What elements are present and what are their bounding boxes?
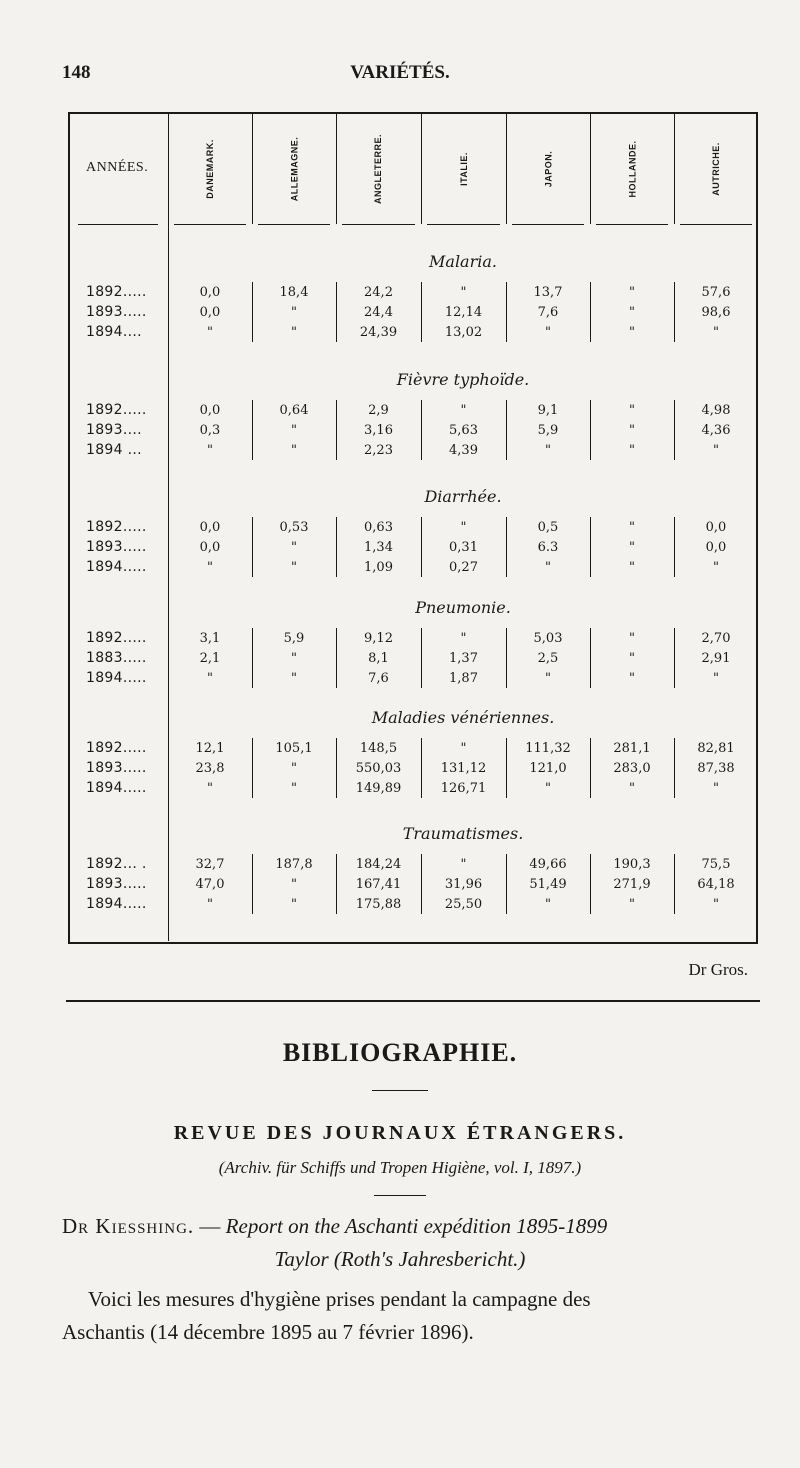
table-row xyxy=(70,896,760,916)
value-cell: 0,0 xyxy=(199,520,221,535)
value-cell: 5,9 xyxy=(537,423,559,438)
value-cell: 1,34 xyxy=(364,540,393,555)
country-name: ANGLETERRE. xyxy=(373,133,384,205)
value-cell: 5,9 xyxy=(283,631,305,646)
value-cell: 57,6 xyxy=(701,285,731,300)
value-cell: 51,49 xyxy=(529,877,567,892)
value-cell: 13,02 xyxy=(444,325,483,340)
value-cell: " xyxy=(629,325,635,340)
value-cell: " xyxy=(545,671,551,686)
value-cell: " xyxy=(629,305,635,320)
table-row xyxy=(70,740,760,760)
value-cell: 18,4 xyxy=(279,285,309,300)
country-column-header xyxy=(674,114,758,224)
value-cell: 175,88 xyxy=(355,897,402,912)
header-rule xyxy=(596,224,668,225)
value-cell: 0,3 xyxy=(199,423,221,438)
value-cell: " xyxy=(460,403,467,418)
year-cell: 1892..... xyxy=(86,740,147,756)
country-name: ITALIE. xyxy=(458,152,469,186)
table-row xyxy=(70,559,760,579)
value-cell: 1,09 xyxy=(364,560,393,575)
country-column-header xyxy=(506,114,590,224)
value-cell: 111,32 xyxy=(525,741,571,756)
value-cell: 64,18 xyxy=(697,877,735,892)
short-rule xyxy=(372,1090,428,1091)
value-cell: " xyxy=(629,781,635,796)
value-cell: 5,03 xyxy=(533,631,563,646)
country-column-header xyxy=(168,114,252,224)
value-cell: " xyxy=(629,671,635,686)
value-cell: 82,81 xyxy=(697,741,735,756)
value-cell: 8,1 xyxy=(368,651,389,666)
section-title: Pneumonie. xyxy=(415,598,511,617)
value-cell: 12,1 xyxy=(195,741,225,756)
year-cell: 1892..... xyxy=(86,630,147,646)
value-cell: 2,23 xyxy=(364,443,393,458)
value-cell: " xyxy=(545,443,551,458)
value-cell: " xyxy=(713,560,719,575)
header-rule xyxy=(258,224,330,225)
value-cell: 4,39 xyxy=(449,443,478,458)
section-title: Traumatismes. xyxy=(402,824,524,843)
value-cell: 0,31 xyxy=(449,540,478,555)
year-cell: 1893..... xyxy=(86,876,147,892)
value-cell: 24,39 xyxy=(359,325,398,340)
year-cell: 1894..... xyxy=(86,670,147,686)
section-divider xyxy=(66,1000,760,1002)
value-cell: 0,0 xyxy=(705,540,727,555)
value-cell: 283,0 xyxy=(613,761,651,776)
value-cell: " xyxy=(291,651,297,666)
value-cell: " xyxy=(207,325,213,340)
value-cell: " xyxy=(291,305,297,320)
value-cell: 3,16 xyxy=(364,423,393,438)
value-cell: " xyxy=(207,897,213,912)
value-cell: " xyxy=(545,897,551,912)
value-cell: 126,71 xyxy=(440,781,487,796)
value-cell: " xyxy=(713,781,719,796)
value-cell: 131,12 xyxy=(440,761,487,776)
reference-dash: — xyxy=(194,1214,226,1238)
value-cell: 4,36 xyxy=(701,423,731,438)
value-cell: " xyxy=(460,741,467,756)
signature: Dr Gros. xyxy=(688,960,748,979)
value-cell: 2,9 xyxy=(368,403,389,418)
value-cell: 24,4 xyxy=(364,305,393,320)
country-name: ALLEMAGNE. xyxy=(289,136,299,202)
country-name: JAPON. xyxy=(542,150,553,188)
value-cell: 190,3 xyxy=(613,857,651,872)
value-cell: 9,1 xyxy=(537,403,559,418)
value-cell: " xyxy=(629,285,635,300)
statistics-table xyxy=(68,112,758,944)
value-cell: 75,5 xyxy=(701,857,731,872)
table-row xyxy=(70,422,760,442)
value-cell: 1,37 xyxy=(449,651,478,666)
table-row xyxy=(70,760,760,780)
value-cell: 47,0 xyxy=(195,877,225,892)
value-cell: 148,5 xyxy=(359,741,398,756)
years-column-header: ANNÉES. xyxy=(86,160,149,175)
year-cell: 1892... . xyxy=(86,856,147,872)
value-cell: " xyxy=(291,897,297,912)
section-title: Fièvre typhoïde. xyxy=(396,370,530,389)
value-cell: 7,6 xyxy=(537,305,559,320)
reference-line xyxy=(62,1214,762,1239)
country-name: HOLLANDE. xyxy=(627,140,637,198)
value-cell: 12,14 xyxy=(444,305,483,320)
value-cell: 184,24 xyxy=(355,857,402,872)
header-rule xyxy=(342,224,415,225)
value-cell: " xyxy=(629,520,635,535)
value-cell: 5,63 xyxy=(449,423,478,438)
value-cell: " xyxy=(460,857,467,872)
value-cell: 4,98 xyxy=(701,403,731,418)
value-cell: " xyxy=(460,631,467,646)
value-cell: " xyxy=(291,761,297,776)
value-cell: " xyxy=(291,560,297,575)
table-row xyxy=(70,539,760,559)
value-cell: 25,50 xyxy=(444,897,483,912)
header-rule xyxy=(512,224,584,225)
revue-heading: REVUE DES JOURNAUX ÉTRANGERS. xyxy=(173,1122,627,1144)
value-cell: 0,5 xyxy=(537,520,559,535)
value-cell: 6.3 xyxy=(537,540,559,555)
value-cell: " xyxy=(460,285,467,300)
value-cell: 0,27 xyxy=(449,560,478,575)
value-cell: 87,38 xyxy=(697,761,735,776)
table-row xyxy=(70,519,760,539)
value-cell: 281,1 xyxy=(613,741,651,756)
year-cell: 1894 ... xyxy=(86,442,142,458)
value-cell: 0,53 xyxy=(279,520,309,535)
section-title: Malaria. xyxy=(429,252,497,271)
year-cell: 1893..... xyxy=(86,539,147,555)
value-cell: " xyxy=(629,560,635,575)
value-cell: 187,8 xyxy=(275,857,313,872)
value-cell: " xyxy=(207,781,213,796)
year-cell: 1892..... xyxy=(86,402,147,418)
year-cell: 1893..... xyxy=(86,760,147,776)
value-cell: 1,87 xyxy=(449,671,478,686)
value-cell: 105,1 xyxy=(275,741,313,756)
value-cell: 0,0 xyxy=(199,305,221,320)
value-cell: " xyxy=(629,540,635,555)
value-cell: " xyxy=(713,325,719,340)
country-column-header xyxy=(421,114,506,224)
value-cell: 0,0 xyxy=(199,285,221,300)
value-cell: " xyxy=(291,671,297,686)
value-cell: " xyxy=(207,560,213,575)
value-cell: " xyxy=(291,325,297,340)
table-row xyxy=(70,284,760,304)
value-cell: 2,5 xyxy=(537,651,559,666)
value-cell: 2,1 xyxy=(199,651,221,666)
value-cell: " xyxy=(713,897,719,912)
table-row xyxy=(70,780,760,800)
value-cell: " xyxy=(291,443,297,458)
value-cell: 7,6 xyxy=(368,671,389,686)
year-cell: 1894..... xyxy=(86,559,147,575)
reference-title-continued: Taylor (Roth's Jahresbericht.) xyxy=(274,1247,526,1271)
value-cell: 23,8 xyxy=(195,761,225,776)
value-cell: " xyxy=(545,325,551,340)
body-paragraph-line: Aschantis (14 décembre 1895 au 7 février 1896). xyxy=(62,1320,474,1344)
value-cell: 0,63 xyxy=(364,520,393,535)
reference-author: Dr Kiesshing. xyxy=(62,1214,195,1238)
value-cell: 2,91 xyxy=(701,651,731,666)
table-row xyxy=(70,650,760,670)
value-cell: 32,7 xyxy=(195,857,225,872)
value-cell: " xyxy=(713,443,719,458)
header-rule xyxy=(174,224,246,225)
value-cell: " xyxy=(629,443,635,458)
table-row xyxy=(70,324,760,344)
table-row xyxy=(70,876,760,896)
value-cell: " xyxy=(207,671,213,686)
year-cell: 1883..... xyxy=(86,650,147,666)
value-cell: " xyxy=(629,631,635,646)
value-cell: " xyxy=(545,781,551,796)
country-column-header xyxy=(252,114,336,224)
year-cell: 1892..... xyxy=(86,519,147,535)
value-cell: 149,89 xyxy=(355,781,402,796)
value-cell: " xyxy=(629,403,635,418)
value-cell: 167,41 xyxy=(355,877,402,892)
year-cell: 1894.... xyxy=(86,324,142,340)
value-cell: 13,7 xyxy=(533,285,563,300)
value-cell: 9,12 xyxy=(364,631,393,646)
value-cell: 24,2 xyxy=(364,285,393,300)
value-cell: " xyxy=(629,897,635,912)
table-row xyxy=(70,304,760,324)
table-row xyxy=(70,442,760,462)
value-cell: " xyxy=(291,540,297,555)
running-title: VARIÉTÉS. xyxy=(350,62,450,83)
value-cell: " xyxy=(291,781,297,796)
revue-source: (Archiv. für Schiffs und Tropen Higiène, vol. I, 1897.) xyxy=(218,1158,582,1177)
table-row xyxy=(70,670,760,690)
value-cell: 98,6 xyxy=(701,305,731,320)
header-rule xyxy=(427,224,500,225)
page-number: 148 xyxy=(62,62,91,83)
bibliography-heading: BIBLIOGRAPHIE. xyxy=(282,1038,518,1067)
country-column-header xyxy=(336,114,421,224)
year-cell: 1892..... xyxy=(86,284,147,300)
country-name: DANEMARK. xyxy=(205,139,215,199)
short-rule xyxy=(374,1195,426,1196)
value-cell: 121,0 xyxy=(529,761,567,776)
country-column-header xyxy=(590,114,674,224)
reference-title: Report on the Aschanti expédition 1895-1899 xyxy=(225,1214,608,1238)
value-cell: " xyxy=(291,877,297,892)
value-cell: 271,9 xyxy=(613,877,651,892)
table-row xyxy=(70,856,760,876)
value-cell: " xyxy=(545,560,551,575)
section-title: Diarrhée. xyxy=(424,487,502,506)
body-paragraph-line: Voici les mesures d'hygiène prises pendant la campagne des xyxy=(88,1287,591,1311)
section-title: Maladies vénériennes. xyxy=(371,708,555,727)
value-cell: " xyxy=(713,671,719,686)
value-cell: 0,0 xyxy=(199,540,221,555)
value-cell: 0,64 xyxy=(279,403,309,418)
value-cell: " xyxy=(291,423,297,438)
value-cell: 550,03 xyxy=(355,761,402,776)
country-name: AUTRICHE. xyxy=(711,142,721,196)
year-cell: 1893..... xyxy=(86,304,147,320)
header-rule xyxy=(78,224,158,225)
table-row xyxy=(70,630,760,650)
value-cell: 49,66 xyxy=(529,857,567,872)
table-row xyxy=(70,402,760,422)
value-cell: " xyxy=(207,443,213,458)
value-cell: 31,96 xyxy=(444,877,483,892)
value-cell: 3,1 xyxy=(199,631,221,646)
value-cell: " xyxy=(629,423,635,438)
value-cell: 2,70 xyxy=(701,631,731,646)
year-cell: 1893.... xyxy=(86,422,142,438)
value-cell: 0,0 xyxy=(705,520,727,535)
value-cell: " xyxy=(460,520,467,535)
value-cell: 0,0 xyxy=(199,403,221,418)
year-cell: 1894..... xyxy=(86,896,147,912)
year-cell: 1894..... xyxy=(86,780,147,796)
header-rule xyxy=(680,224,752,225)
value-cell: " xyxy=(629,651,635,666)
